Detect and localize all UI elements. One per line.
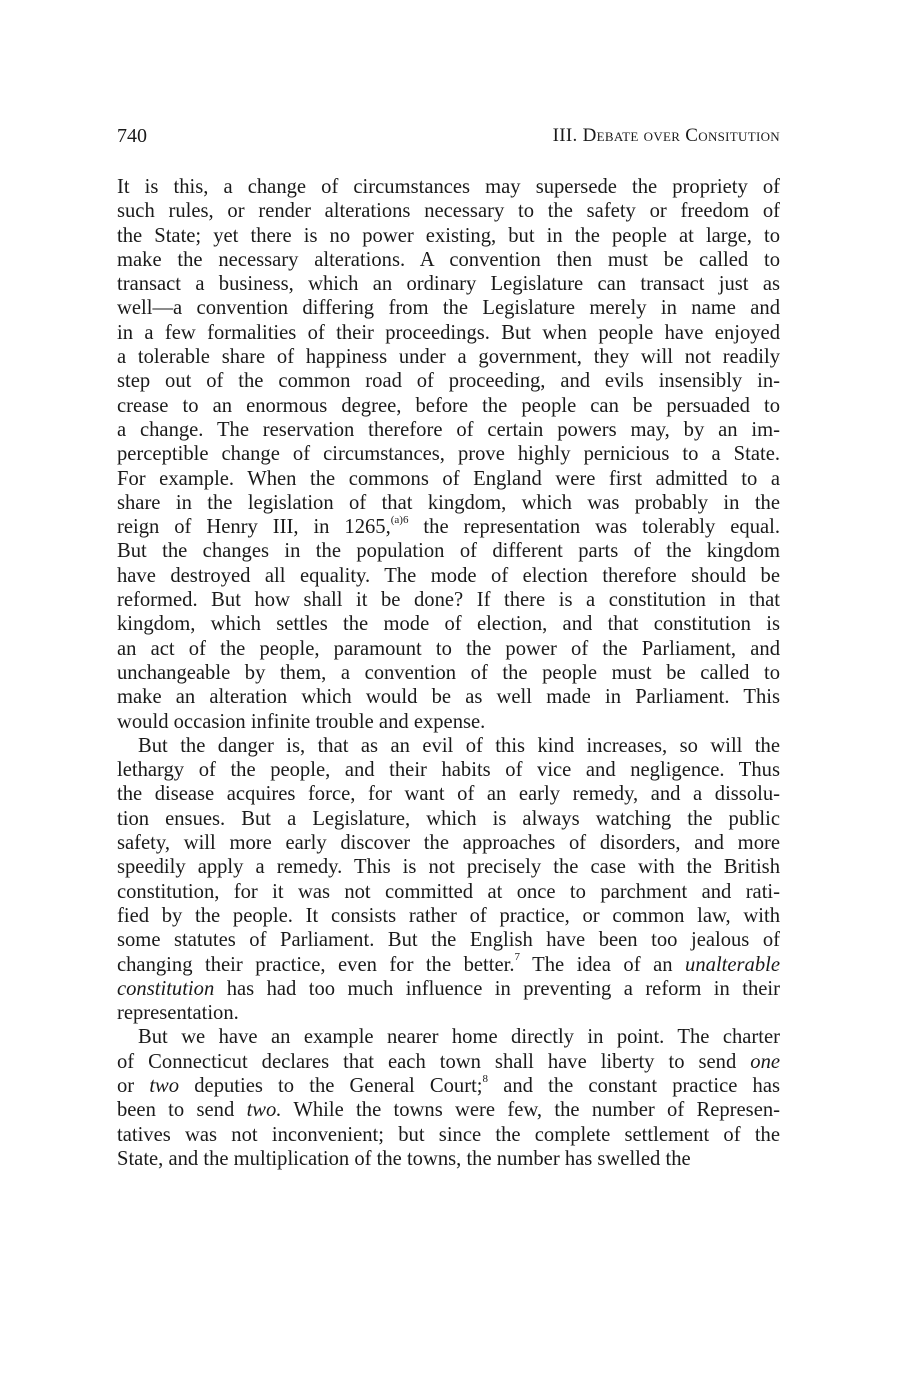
- italic-text: two.: [246, 1099, 282, 1122]
- text-span: the representation was tolerably equal.: [408, 516, 780, 539]
- text-span: The idea of an: [519, 953, 686, 976]
- text-span: reign of Henry III, in 1265,: [117, 516, 391, 539]
- text-line: [117, 175, 780, 199]
- text-span: It is this, a change of circumstances may supersede the propriety of: [117, 176, 780, 198]
- text-span: has had too much influence in preventing a reform in their: [214, 977, 780, 1000]
- text-span: share in the legislation of that kingdom, which was probably in the: [117, 491, 780, 514]
- text-line: [117, 637, 780, 661]
- text-line: [117, 515, 780, 539]
- text-line: [117, 1074, 780, 1098]
- text-span: safety, will more early discover the approaches of disorders, and more: [117, 832, 780, 855]
- text-line: [117, 855, 780, 879]
- text-line: [117, 564, 780, 588]
- text-line: [117, 758, 780, 782]
- text-line: [117, 880, 780, 904]
- text-line: [117, 248, 780, 272]
- text-span: a tolerable share of happiness under a government, they will not readily: [117, 346, 780, 369]
- text-line: [117, 685, 780, 709]
- text-span: tatives was not inconvenient; but since the complete settlement of the: [117, 1123, 780, 1146]
- text-span: lethargy of the people, and their habits of vice and negligence. Thus: [117, 759, 780, 782]
- text-span: tion ensues. But a Legislature, which is always watching the public: [117, 807, 780, 830]
- page-number: 740: [117, 125, 147, 147]
- text-span: transact a business, which an ordinary Legislature can transact just as: [117, 273, 780, 296]
- text-span: such rules, or render alterations necessary to the safety or freedom of: [117, 200, 780, 223]
- text-span: some statutes of Parliament. But the English have been too jealous of: [117, 929, 780, 952]
- paragraph: [117, 1025, 780, 1171]
- text-line: [117, 953, 780, 977]
- text-span: changing their practice, even for the better.: [117, 953, 515, 976]
- text-line: [117, 442, 780, 466]
- text-line: [117, 1123, 780, 1147]
- text-line: [117, 807, 780, 831]
- text-span: But the danger is, that as an evil of this kind increases, so will the: [138, 734, 780, 757]
- text-line: [117, 394, 780, 418]
- italic-text: two: [149, 1074, 180, 1097]
- text-span: have destroyed all equality. The mode of election therefore should be: [117, 564, 780, 587]
- text-line: [117, 1050, 780, 1074]
- text-line: [117, 831, 780, 855]
- text-span: in a few formalities of their proceedings. But when people have enjoyed: [117, 321, 780, 344]
- text-line: [117, 224, 780, 248]
- text-span: the disease acquires force, for want of an early remedy, and a dissolu-: [117, 783, 780, 806]
- text-span: make the necessary alterations. A convention then must be called to: [117, 248, 780, 271]
- text-span: make an alteration which would be as well made in Parliament. This: [117, 686, 780, 709]
- text-span: of Connecticut declares that each town shall have liberty to send: [117, 1050, 751, 1073]
- text-line: [117, 539, 780, 563]
- text-span: representation.: [117, 1002, 239, 1025]
- text-line: [117, 345, 780, 369]
- footnote-marker: (a)6: [390, 514, 409, 527]
- text-span: step out of the common road of proceeding, and evils insensibly in-: [117, 370, 780, 393]
- text-line: [117, 734, 780, 758]
- text-span: unchangeable by them, a convention of the people must be called to: [117, 661, 780, 684]
- text-line: [117, 1001, 780, 1025]
- text-span: a change. The reservation therefore of certain powers may, by an im-: [117, 418, 780, 441]
- text-span: constitution, for it was not committed at once to parchment and rati-: [117, 880, 780, 903]
- body-text: [117, 175, 780, 1171]
- footnote-marker: 8: [482, 1072, 489, 1085]
- text-line: [117, 904, 780, 928]
- text-line: [117, 612, 780, 636]
- paragraph: [117, 734, 780, 1026]
- text-span: But we have an example nearer home directly in point. The charter: [138, 1026, 780, 1049]
- italic-text: unalterable: [685, 953, 780, 976]
- text-line: [117, 782, 780, 806]
- running-head: [117, 124, 780, 148]
- text-line: [117, 928, 780, 952]
- text-line: [117, 199, 780, 223]
- text-line: [117, 418, 780, 442]
- text-span: But the changes in the population of different parts of the kingdom: [117, 540, 780, 563]
- text-span: and the constant practice has: [488, 1074, 780, 1097]
- paragraph: [117, 175, 780, 734]
- text-line: [117, 321, 780, 345]
- text-line: [117, 661, 780, 685]
- text-span: speedily apply a remedy. This is not precisely the case with the British: [117, 856, 780, 879]
- text-line: [117, 710, 780, 734]
- footnote-marker: 7: [514, 951, 520, 964]
- text-span: While the towns were few, the number of Represen-: [281, 1099, 780, 1122]
- text-line: [117, 272, 780, 296]
- running-title: III. Debate over Consitution: [552, 125, 780, 146]
- text-line: [117, 1098, 780, 1122]
- text-span: perceptible change of circumstances, prove highly pernicious to a State.: [117, 443, 780, 466]
- text-line: [117, 977, 780, 1001]
- text-span: For example. When the commons of England were first admitted to a: [117, 467, 780, 490]
- italic-text: one: [750, 1050, 780, 1073]
- text-span: deputies to the General Court;: [179, 1074, 483, 1097]
- text-line: [117, 1147, 780, 1171]
- text-line: [117, 467, 780, 491]
- text-span: the State; yet there is no power existing, but in the people at large, to: [117, 224, 780, 247]
- text-line: [117, 1025, 780, 1049]
- text-span: crease to an enormous degree, before the people can be persuaded to: [117, 394, 780, 417]
- text-line: [117, 369, 780, 393]
- italic-text: constitution: [117, 977, 215, 1000]
- text-span: would occasion infinite trouble and expense.: [117, 710, 486, 733]
- text-span: reformed. But how shall it be done? If there is a constitution in that: [117, 589, 780, 612]
- text-span: or: [117, 1074, 150, 1097]
- text-span: been to send: [117, 1099, 247, 1122]
- text-span: State, and the multiplication of the towns, the number has swelled the: [117, 1147, 691, 1170]
- text-span: kingdom, which settles the mode of election, and that constitution is: [117, 613, 780, 636]
- text-span: fied by the people. It consists rather of practice, or common law, with: [117, 904, 780, 927]
- text-line: [117, 296, 780, 320]
- text-line: [117, 588, 780, 612]
- text-span: well—a convention differing from the Legislature merely in name and: [117, 297, 780, 320]
- text-span: an act of the people, paramount to the power of the Parliament, and: [117, 637, 780, 660]
- text-line: [117, 491, 780, 515]
